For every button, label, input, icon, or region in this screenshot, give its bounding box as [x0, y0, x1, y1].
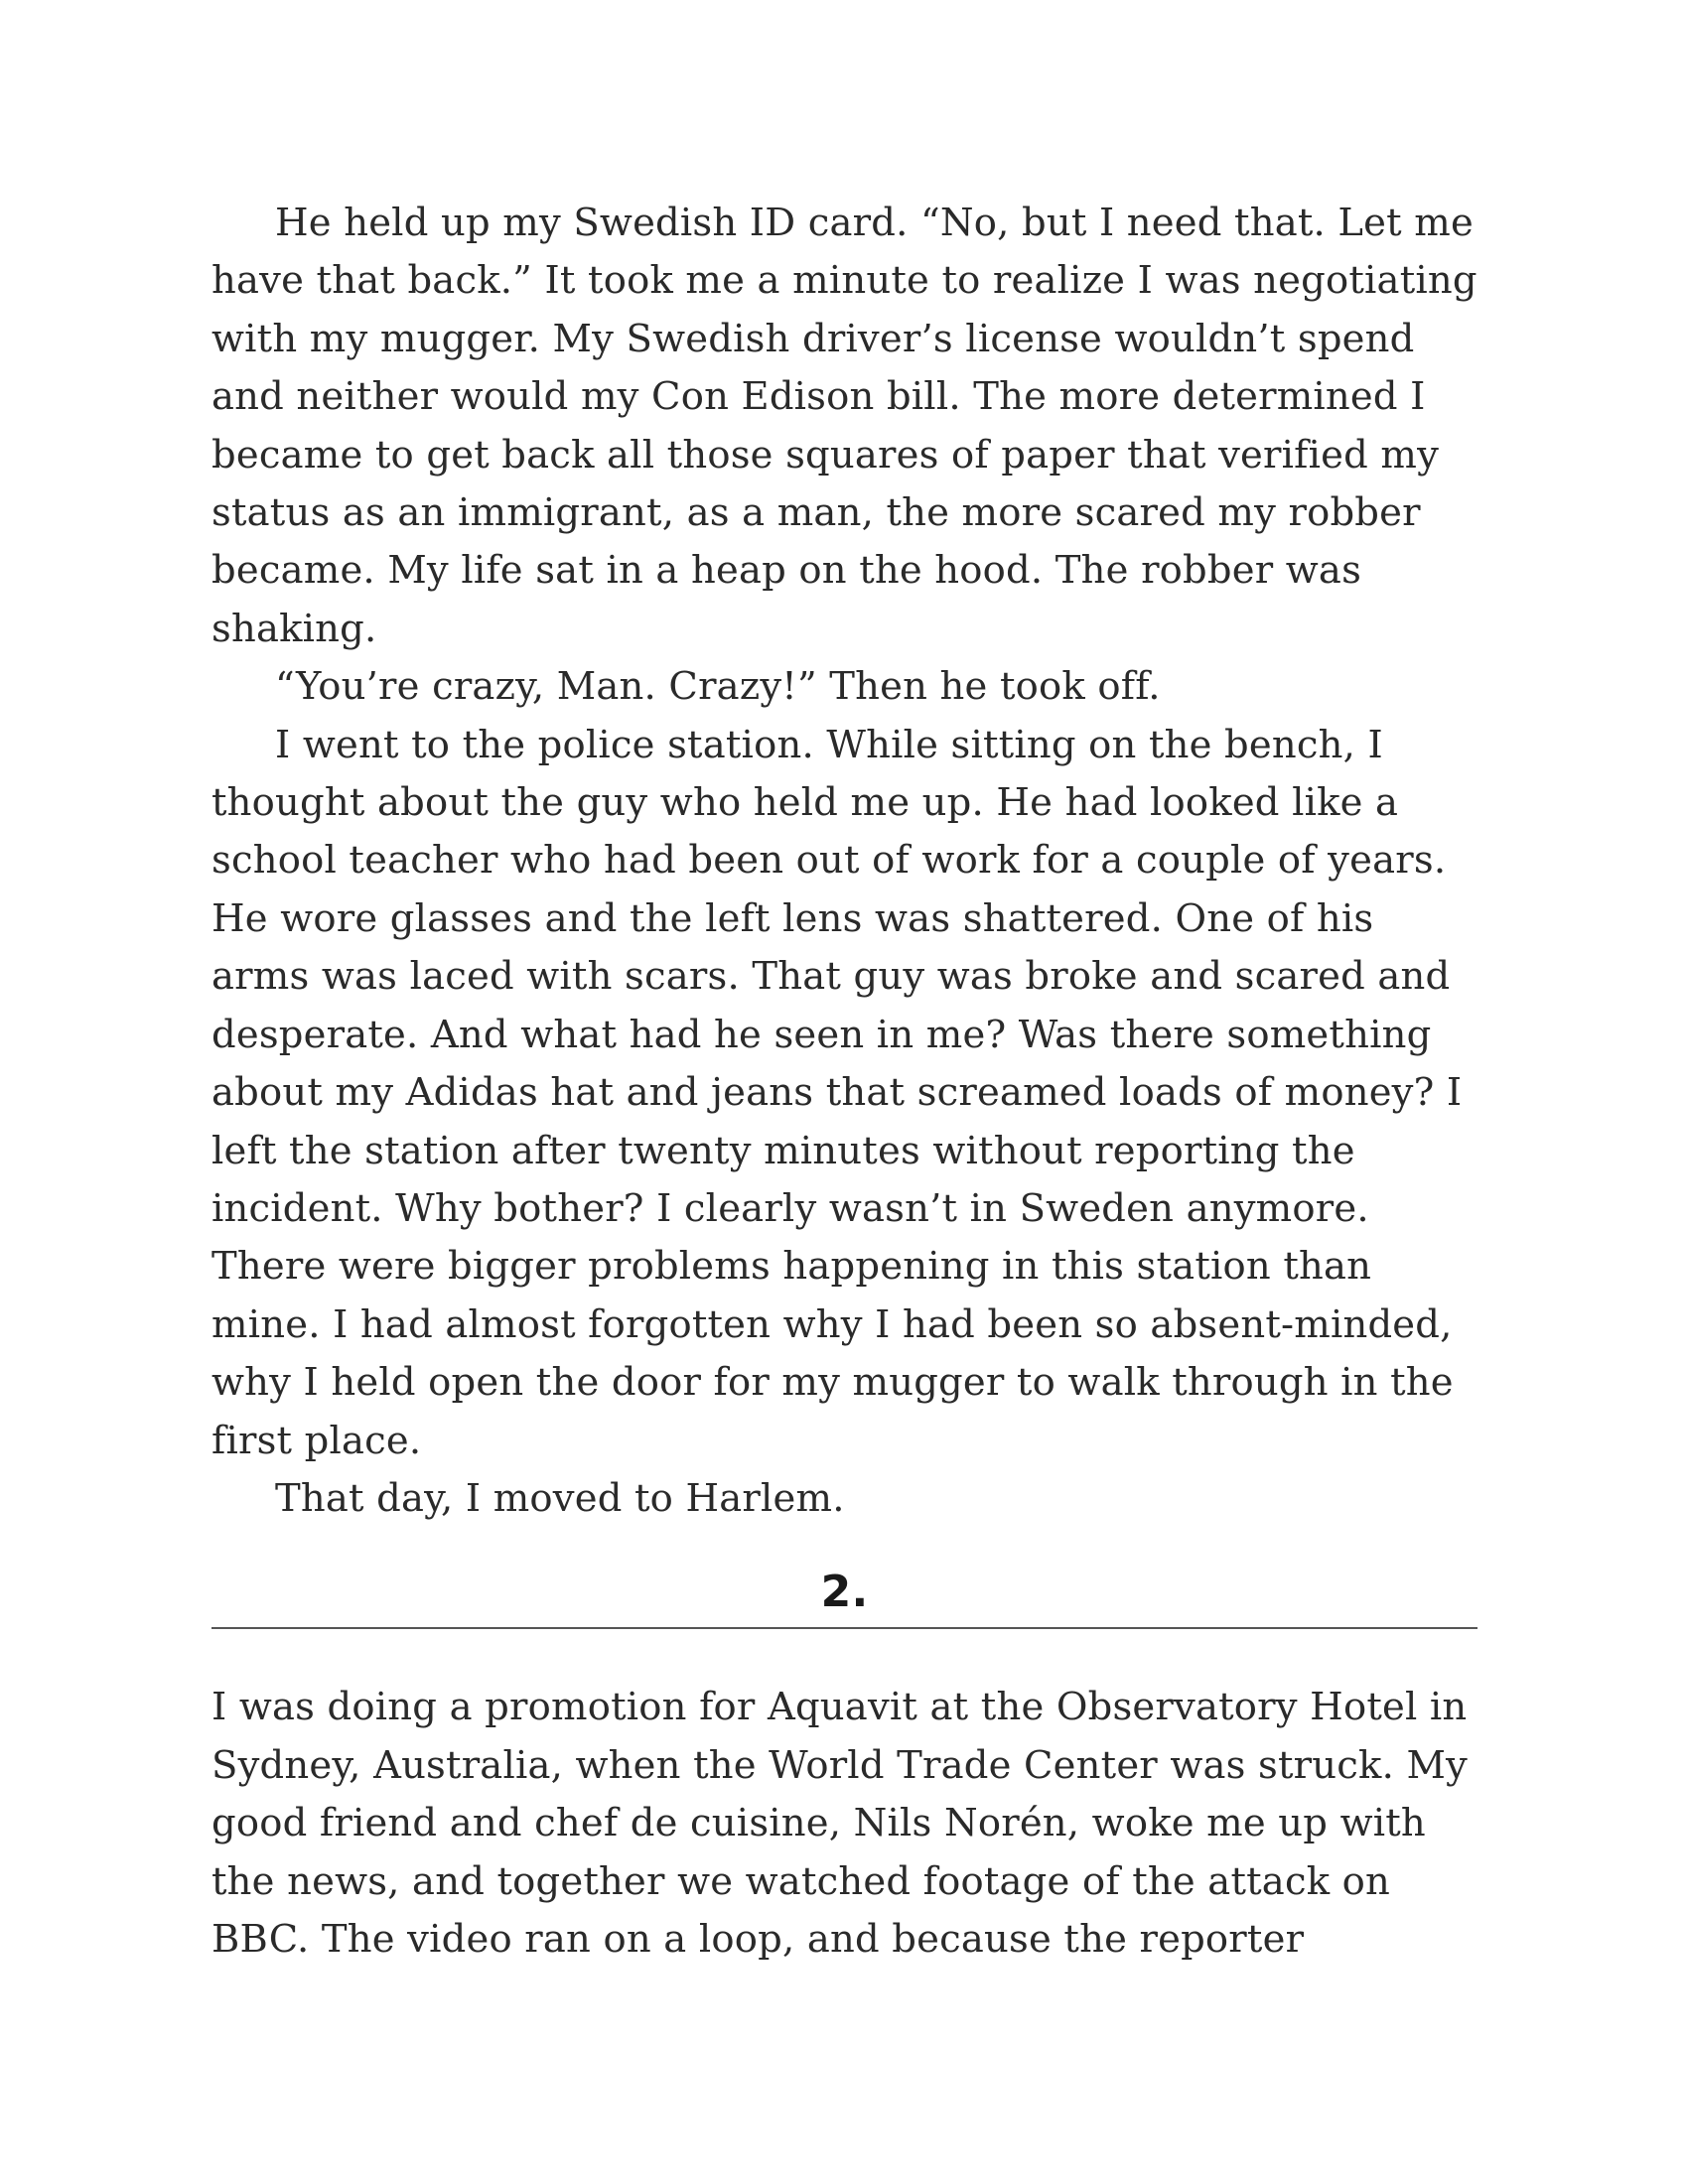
- paragraph-aquavit-promotion: I was doing a promotion for Aquavit at the Observatory Hotel in Sydney, Australia, when the World Trade Center was struck. My good friend and chef de cuisine, Nils Norén, woke me up with the news, and together we watched footage of the attack on BBC. The video ran on a loop, and because the reporter: [211, 1685, 1469, 1962]
- section-number: 2.: [820, 1567, 869, 1618]
- section-divider: [211, 1627, 1477, 1629]
- book-page-text: [211, 195, 1477, 1969]
- paragraph-id-card: He held up my Swedish ID card. “No, but I need that. Let me have that back.” It took me a minute to realize I was negotiating with my mugger. My Swedish driver’s license wouldn’t spend and neither would my Con Edison bill. The more determined I became to get back all those squares of paper that verified my status as an immigrant, as a man, the more scared my robber became. My life sat in a heap on the hood. The robber was shaking.: [211, 201, 1477, 651]
- paragraph-police-station: I went to the police station. While sitting on the bench, I thought about the guy who held me up. He had looked like a school teacher who had been out of work for a couple of years. He wore glasses and the left lens was shattered. One of his arms was laced with scars. That guy was broke and scared and desperate. And what had he seen in me? Was there something about my Adidas hat and jeans that screamed loads of money? I left the station after twenty minutes without reporting the incident. Why bother? I clearly wasn’t in Sweden anymore. There were bigger problems happening in this station than mine. I had almost forgotten why I had been so absent-minded, why I held open the door for my mugger to walk through in the first place.: [211, 722, 1463, 1463]
- paragraph-harlem: That day, I moved to Harlem.: [275, 1475, 845, 1521]
- paragraph-crazy: “You’re crazy, Man. Crazy!” Then he took off.: [275, 664, 1161, 710]
